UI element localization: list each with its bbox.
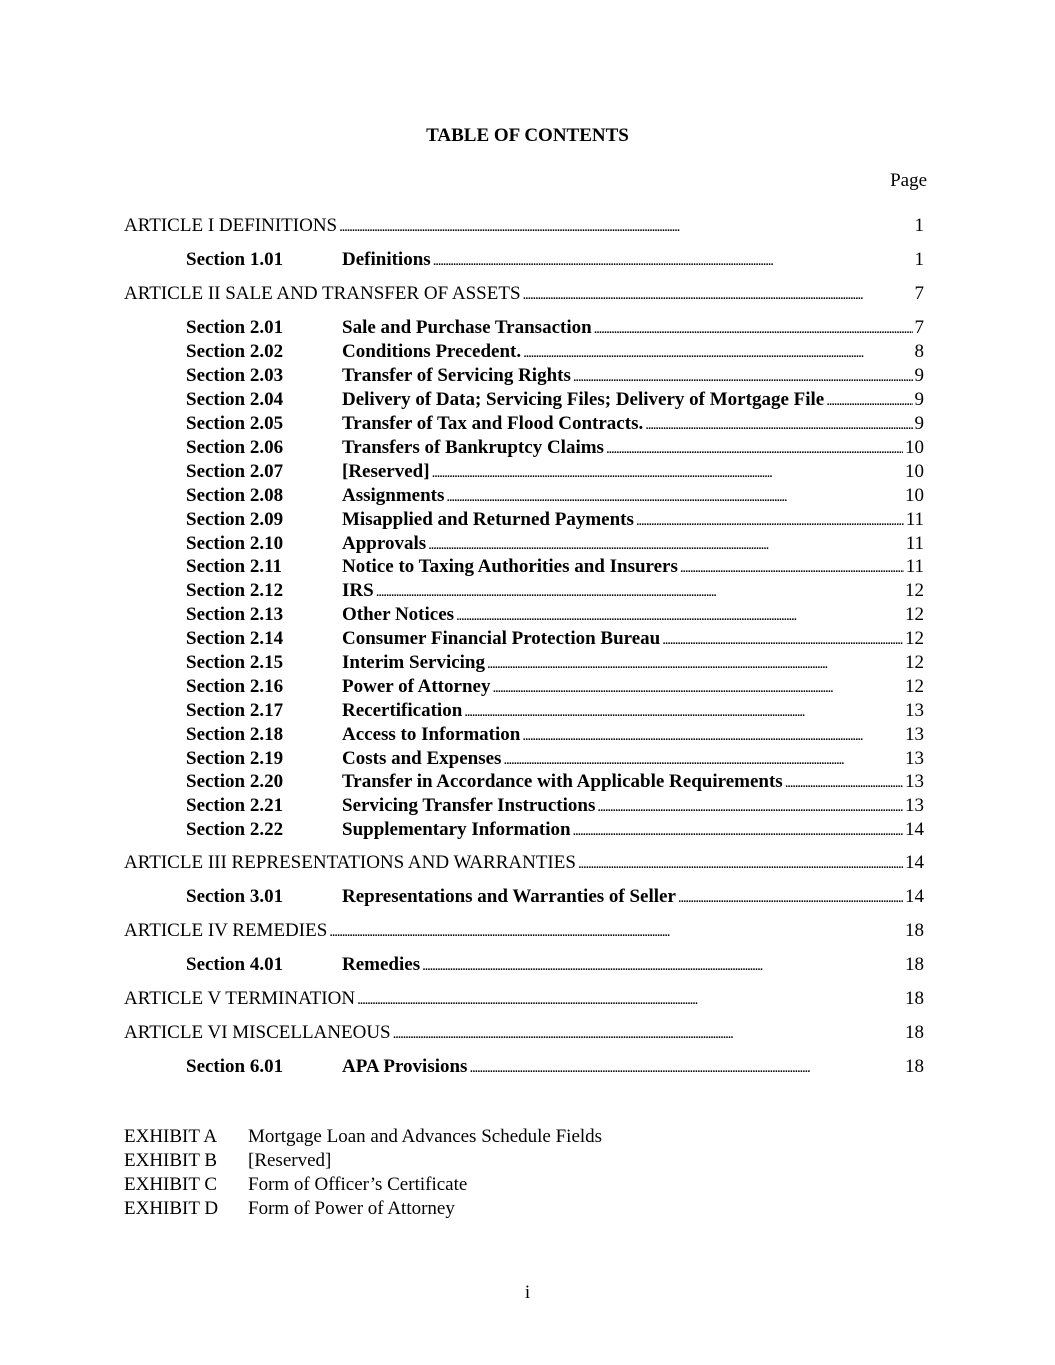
toc-page-number: 13: [905, 748, 924, 769]
toc-section-title: Conditions Precedent.: [342, 341, 522, 362]
dot-leader: [523, 282, 913, 307]
page-column-label: Page: [890, 170, 927, 191]
toc-section-row[interactable]: [186, 1055, 924, 1079]
toc-page-number: 12: [905, 604, 924, 625]
dot-leader: [446, 484, 903, 509]
dot-leader: [680, 555, 904, 580]
exhibit-title: Form of Power of Attorney: [248, 1198, 455, 1219]
dot-leader: [503, 747, 903, 772]
toc-page-number: 18: [905, 920, 924, 941]
toc-page-number: 12: [905, 628, 924, 649]
toc-section-row[interactable]: [186, 436, 924, 460]
toc-section-number: Section 2.09: [186, 509, 284, 530]
toc-section-number: Section 2.21: [186, 795, 284, 816]
toc-page-number: 7: [914, 283, 924, 304]
toc-section-row[interactable]: [186, 364, 924, 388]
toc-section-number: Section 2.20: [186, 771, 284, 792]
toc-section-title: Sale and Purchase Transaction: [342, 317, 592, 338]
toc-section-number: Section 6.01: [186, 1056, 284, 1077]
toc-section-number: Section 2.18: [186, 724, 284, 745]
dot-leader: [523, 340, 912, 365]
toc-section-row[interactable]: [186, 532, 924, 556]
toc-section-row[interactable]: [186, 316, 924, 340]
exhibit-title: [Reserved]: [248, 1150, 332, 1171]
dot-leader: [492, 675, 903, 700]
dot-leader: [428, 532, 904, 557]
toc-section-title: Transfer of Tax and Flood Contracts.: [342, 413, 644, 434]
toc-section-number: Section 2.03: [186, 365, 284, 386]
toc-section-title: Costs and Expenses: [342, 748, 502, 769]
toc-section-title: Misapplied and Returned Payments: [342, 509, 634, 530]
toc-section-title: Servicing Transfer Instructions: [342, 795, 596, 816]
toc-page-number: 12: [905, 676, 924, 697]
toc-section-row[interactable]: [186, 699, 924, 723]
toc-section-row[interactable]: [186, 770, 924, 794]
toc-section-number: Section 2.04: [186, 389, 284, 410]
toc-section-title: Consumer Financial Protection Bureau: [342, 628, 661, 649]
exhibit-label: EXHIBIT A: [124, 1126, 218, 1147]
toc-page-number: 10: [905, 437, 924, 458]
toc-section-row[interactable]: [186, 388, 924, 412]
toc-section-title: [Reserved]: [342, 461, 430, 482]
footer-page-number: i: [524, 1282, 531, 1303]
toc-page-number: 9: [914, 389, 924, 410]
dot-leader: [785, 770, 903, 795]
toc-section-row[interactable]: [186, 248, 924, 272]
toc-section-number: Section 2.12: [186, 580, 284, 601]
toc-section-number: Section 2.08: [186, 485, 284, 506]
toc-page-number: 11: [905, 556, 924, 577]
toc-section-title: Assignments: [342, 485, 445, 506]
toc-page-number: 12: [905, 580, 924, 601]
toc-section-number: Section 2.11: [186, 556, 283, 577]
toc-section-title: Notice to Taxing Authorities and Insurers: [342, 556, 678, 577]
dot-leader: [573, 818, 903, 843]
toc-section-title: Transfer of Servicing Rights: [342, 365, 571, 386]
toc-section-title: Definitions: [342, 249, 431, 270]
toc-page-number: 12: [905, 652, 924, 673]
toc-section-row[interactable]: [186, 885, 924, 909]
exhibit-item[interactable]: [124, 1173, 602, 1197]
toc-page-number: 13: [905, 771, 924, 792]
dot-leader: [522, 723, 903, 748]
toc-section-title: Remedies: [342, 954, 421, 975]
toc-article-row[interactable]: [124, 214, 924, 238]
toc-page-number: 10: [905, 485, 924, 506]
dot-leader: [393, 1021, 903, 1046]
dot-leader: [469, 1055, 903, 1080]
toc-page-number: 13: [905, 700, 924, 721]
toc-section-title: Recertification: [342, 700, 463, 721]
toc-article-label: ARTICLE IV REMEDIES: [124, 920, 328, 941]
exhibit-list: [124, 1125, 602, 1221]
dot-leader: [662, 627, 903, 652]
toc-article-label: ARTICLE II SALE AND TRANSFER OF ASSETS: [124, 283, 521, 304]
toc-section-row[interactable]: [186, 651, 924, 675]
toc-section-title: IRS: [342, 580, 374, 601]
toc-section-row[interactable]: [186, 555, 924, 579]
toc-page-number: 11: [905, 509, 924, 530]
dot-leader: [432, 460, 903, 485]
dot-leader: [573, 364, 913, 389]
toc-page-number: 9: [914, 413, 924, 434]
toc-page-number: 7: [914, 317, 924, 338]
toc-section-number: Section 2.10: [186, 533, 284, 554]
exhibit-title: Form of Officer’s Certificate: [248, 1174, 468, 1195]
toc-section-number: Section 2.17: [186, 700, 284, 721]
toc-section-title: Access to Information: [342, 724, 521, 745]
exhibit-item[interactable]: [124, 1197, 602, 1221]
exhibit-title: Mortgage Loan and Advances Schedule Fields: [248, 1126, 603, 1147]
dot-leader: [606, 436, 903, 461]
toc-page-number: 13: [905, 724, 924, 745]
dot-leader: [597, 794, 903, 819]
toc-page-number: 8: [914, 341, 924, 362]
toc-section-row[interactable]: [186, 747, 924, 771]
toc-section-number: Section 3.01: [186, 886, 284, 907]
toc-section-row[interactable]: [186, 953, 924, 977]
toc-section-number: Section 2.15: [186, 652, 284, 673]
toc-page-number: 9: [914, 365, 924, 386]
page-title: TABLE OF CONTENTS: [426, 125, 629, 146]
toc-article-label: ARTICLE I DEFINITIONS: [124, 215, 338, 236]
toc-page-number: 11: [905, 533, 924, 554]
toc-section-row[interactable]: [186, 818, 924, 842]
toc-section-number: Section 2.01: [186, 317, 284, 338]
exhibit-item[interactable]: [124, 1149, 602, 1173]
toc-page-number: 1: [914, 215, 924, 236]
dot-leader: [456, 603, 903, 628]
toc-section-number: Section 4.01: [186, 954, 284, 975]
toc-section-title: Other Notices: [342, 604, 455, 625]
toc-page-number: 14: [905, 819, 924, 840]
toc-section-title: APA Provisions: [342, 1056, 468, 1077]
toc-article-label: ARTICLE V TERMINATION: [124, 988, 356, 1009]
toc-section-row[interactable]: [186, 627, 924, 651]
toc-article-label: ARTICLE III REPRESENTATIONS AND WARRANTIES: [124, 852, 576, 873]
toc-section-number: Section 2.13: [186, 604, 284, 625]
toc-section-title: Representations and Warranties of Seller: [342, 886, 676, 907]
dot-leader: [487, 651, 903, 676]
toc-section-number: Section 2.22: [186, 819, 284, 840]
toc-page-number: 1: [914, 249, 924, 270]
dot-leader: [357, 987, 903, 1012]
toc-section-number: Section 2.06: [186, 437, 284, 458]
toc-section-title: Power of Attorney: [342, 676, 491, 697]
toc-section-row[interactable]: [186, 675, 924, 699]
toc-section-row[interactable]: [186, 794, 924, 818]
dot-leader: [645, 412, 912, 437]
toc-section-row[interactable]: [186, 460, 924, 484]
exhibit-item[interactable]: [124, 1125, 602, 1149]
toc-page-number: 14: [905, 852, 924, 873]
toc-section-row[interactable]: [186, 508, 924, 532]
toc-section-title: Delivery of Data; Servicing Files; Delivery of Mortgage File: [342, 389, 825, 410]
dot-leader: [422, 953, 903, 978]
dot-leader: [636, 508, 904, 533]
toc-section-number: Section 1.01: [186, 249, 284, 270]
dot-leader: [594, 316, 913, 341]
toc-page-number: 18: [905, 988, 924, 1009]
toc-section-title: Supplementary Information: [342, 819, 571, 840]
exhibit-label: EXHIBIT C: [124, 1174, 218, 1195]
toc-section-title: Interim Servicing: [342, 652, 486, 673]
toc-page-number: 18: [905, 1056, 924, 1077]
exhibit-label: EXHIBIT B: [124, 1150, 218, 1171]
dot-leader: [339, 214, 912, 239]
toc-section-row[interactable]: [186, 340, 924, 364]
toc-page-number: 18: [905, 954, 924, 975]
toc-section-number: Section 2.05: [186, 413, 284, 434]
toc-section-number: Section 2.07: [186, 461, 284, 482]
toc-section-title: Transfer in Accordance with Applicable Requirements: [342, 771, 783, 792]
toc-page-number: 18: [905, 1022, 924, 1043]
toc-page-number: 14: [905, 886, 924, 907]
dot-leader: [464, 699, 903, 724]
toc-page-number: 13: [905, 795, 924, 816]
toc-section-row[interactable]: [186, 484, 924, 508]
dot-leader: [329, 919, 903, 944]
exhibit-label: EXHIBIT D: [124, 1198, 219, 1219]
toc-article-row[interactable]: [124, 851, 924, 875]
toc-section-row[interactable]: [186, 412, 924, 436]
toc-section-row[interactable]: [186, 579, 924, 603]
dot-leader: [433, 248, 913, 273]
dot-leader: [376, 579, 903, 604]
dot-leader: [826, 388, 912, 413]
toc-section-title: Approvals: [342, 533, 427, 554]
toc-section-number: Section 2.02: [186, 341, 284, 362]
toc-section-title: Transfers of Bankruptcy Claims: [342, 437, 604, 458]
dot-leader: [578, 851, 903, 876]
toc-section-number: Section 2.14: [186, 628, 284, 649]
toc-article-row[interactable]: [124, 987, 924, 1011]
toc-section-row[interactable]: [186, 603, 924, 627]
toc-article-label: ARTICLE VI MISCELLANEOUS: [124, 1022, 391, 1043]
toc-section-number: Section 2.19: [186, 748, 284, 769]
toc-article-row[interactable]: [124, 282, 924, 306]
toc-section-row[interactable]: [186, 723, 924, 747]
toc-article-row[interactable]: [124, 1021, 924, 1045]
toc-page-number: 10: [905, 461, 924, 482]
toc-section-number: Section 2.16: [186, 676, 284, 697]
dot-leader: [678, 885, 903, 910]
toc-article-row[interactable]: [124, 919, 924, 943]
